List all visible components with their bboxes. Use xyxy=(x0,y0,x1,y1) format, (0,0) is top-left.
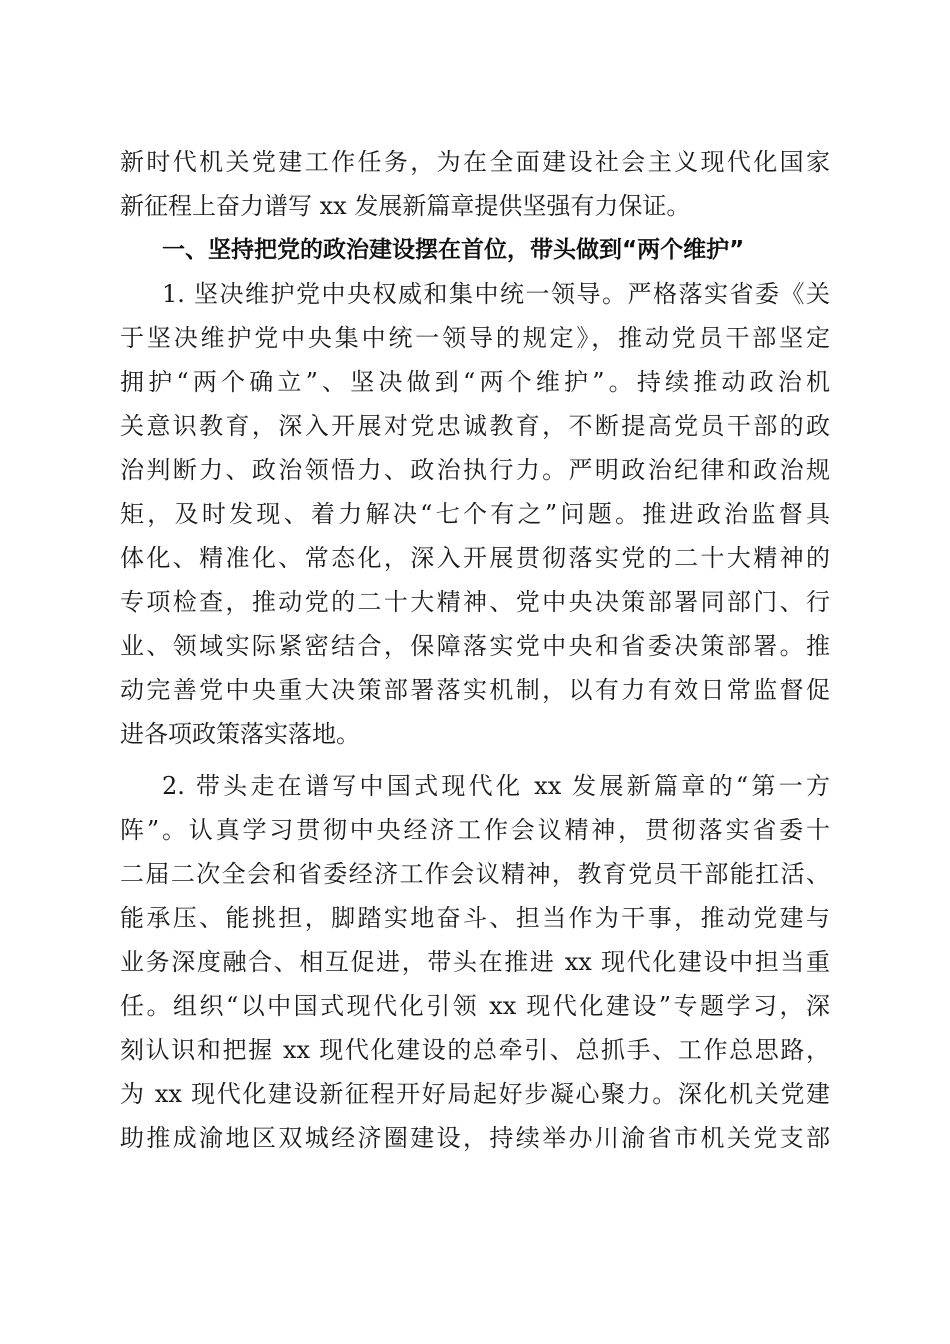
paragraph-line: 拥护“两个确立”、坚决做到“两个维护”。持续推动政治机 xyxy=(120,368,830,396)
paragraph-line: 1. 坚决维护党中央权威和集中统一领导。严格落实省委《关 xyxy=(162,280,830,308)
section-heading: 一、坚持把党的政治建设摆在首位，带头做到“两个维护” xyxy=(162,237,745,263)
paragraph-line: 治判断力、政治领悟力、政治执行力。严明政治纪律和政治规 xyxy=(120,456,830,484)
paragraph-gap xyxy=(120,756,830,764)
paragraph-line: 为 xx 现代化建设新征程开好局起好步凝心聚力。深化机关党建 xyxy=(120,1080,830,1108)
intro-line: 新时代机关党建工作任务，为在全面建设社会主义现代化国家 xyxy=(120,148,830,176)
paragraph-line: 矩，及时发现、着力解决“七个有之”问题。推进政治监督具 xyxy=(120,500,830,528)
paragraph-line: 业、领域实际紧密结合，保障落实党中央和省委决策部署。推 xyxy=(120,632,830,660)
paragraph-line: 二届二次全会和省委经济工作会议精神，教育党员干部能扛活、 xyxy=(120,860,830,888)
paragraph-line: 能承压、能挑担，脚踏实地奋斗、担当作为干事，推动党建与 xyxy=(120,904,830,932)
paragraph-line: 业务深度融合、相互促进，带头在推进 xx 现代化建设中担当重 xyxy=(120,948,830,976)
paragraph-line: 助推成渝地区双城经济圈建设，持续举办川渝省市机关党支部 xyxy=(120,1124,830,1152)
paragraph-line: 进各项政策落实落地。 xyxy=(120,720,360,748)
paragraph-line: 2. 带头走在谱写中国式现代化 xx 发展新篇章的“第一方 xyxy=(162,772,830,800)
intro-line: 新征程上奋力谱写 xx 发展新篇章提供坚强有力保证。 xyxy=(120,192,691,220)
paragraph-line: 于坚决维护党中央集中统一领导的规定》，推动党员干部坚定 xyxy=(120,324,830,352)
paragraph-line: 动完善党中央重大决策部署落实机制，以有力有效日常监督促 xyxy=(120,676,830,704)
document-body xyxy=(120,140,830,1160)
paragraph-line: 阵”。认真学习贯彻中央经济工作会议精神，贯彻落实省委十 xyxy=(120,816,830,844)
paragraph-line: 刻认识和把握 xx 现代化建设的总牵引、总抓手、工作总思路， xyxy=(120,1036,830,1064)
paragraph-line: 关意识教育，深入开展对党忠诚教育，不断提高党员干部的政 xyxy=(120,412,830,440)
paragraph-line: 专项检查，推动党的二十大精神、党中央决策部署同部门、行 xyxy=(120,588,830,616)
paragraph-line: 体化、精准化、常态化，深入开展贯彻落实党的二十大精神的 xyxy=(120,544,830,572)
paragraph-line: 任。组织“以中国式现代化引领 xx 现代化建设”专题学习，深 xyxy=(120,992,830,1020)
